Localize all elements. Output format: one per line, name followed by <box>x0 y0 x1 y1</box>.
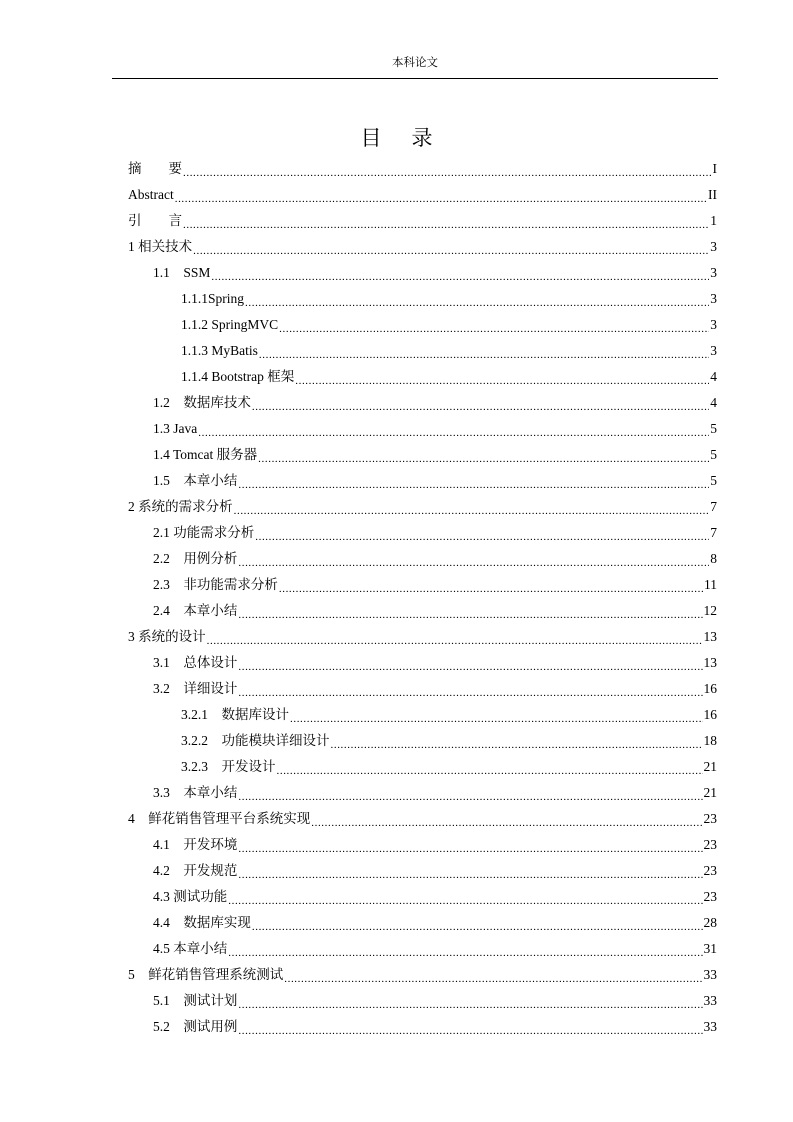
toc-entry-label: 3 系统的设计 <box>128 629 206 644</box>
toc-entry[interactable] <box>128 520 717 546</box>
toc-entry[interactable] <box>128 208 717 234</box>
toc-entry[interactable] <box>128 936 717 962</box>
toc-entry-label: 5 鲜花销售管理系统测试 <box>128 967 284 982</box>
dot-leader <box>238 475 709 494</box>
toc-entry[interactable] <box>128 728 717 754</box>
toc-entry-label: 1.5 本章小结 <box>153 473 238 488</box>
dot-leader <box>238 1021 702 1040</box>
dot-leader <box>311 813 702 832</box>
toc-entry-label: 2.3 非功能需求分析 <box>153 577 278 592</box>
toc-entry-label: 3.2 详细设计 <box>153 681 238 696</box>
dot-leader <box>238 839 702 858</box>
toc-entry-label: 4.3 测试功能 <box>153 889 228 904</box>
toc-entry[interactable] <box>128 338 717 364</box>
toc-entry[interactable] <box>128 780 717 806</box>
dot-leader <box>238 995 702 1014</box>
toc-entry[interactable] <box>128 832 717 858</box>
toc-entry-label: 4.5 本章小结 <box>153 941 228 956</box>
table-of-contents <box>128 156 717 1040</box>
dot-leader <box>207 631 703 650</box>
toc-entry[interactable] <box>128 988 717 1014</box>
toc-entry-page-number: 23 <box>703 863 717 878</box>
toc-entry-label: 3.3 本章小结 <box>153 785 238 800</box>
header-text: 本科论文 <box>392 57 438 69</box>
toc-entry-label: 2 系统的需求分析 <box>128 499 233 514</box>
toc-entry[interactable] <box>128 884 717 910</box>
toc-entry[interactable] <box>128 806 717 832</box>
toc-entry[interactable] <box>128 234 717 260</box>
toc-entry-page-number: 3 <box>710 317 717 332</box>
toc-entry[interactable] <box>128 312 717 338</box>
toc-entry[interactable] <box>128 624 717 650</box>
dot-leader <box>238 605 702 624</box>
toc-entry-page-number: 23 <box>703 889 717 904</box>
toc-entry-page-number: 16 <box>703 681 717 696</box>
toc-entry[interactable] <box>128 286 717 312</box>
toc-entry-page-number: 4 <box>710 395 717 410</box>
toc-entry[interactable] <box>128 468 717 494</box>
dot-leader <box>228 943 702 962</box>
toc-entry-page-number: 21 <box>703 759 717 774</box>
toc-entry-page-number: 21 <box>703 785 717 800</box>
toc-entry-page-number: 12 <box>703 603 717 618</box>
dot-leader <box>284 969 702 988</box>
dot-leader <box>252 397 709 416</box>
toc-entry-label: 1.1.1Spring <box>181 291 245 306</box>
dot-leader <box>238 865 702 884</box>
toc-entry-page-number: 28 <box>703 915 717 930</box>
dot-leader <box>183 215 709 234</box>
toc-entry-label: 3.2.2 功能模块详细设计 <box>181 733 330 748</box>
toc-entry-page-number: II <box>708 187 717 202</box>
dot-leader <box>331 735 703 754</box>
dot-leader <box>290 709 703 728</box>
dot-leader <box>238 787 702 806</box>
dot-leader <box>238 553 709 572</box>
dot-leader <box>175 189 707 208</box>
toc-entry-label: 1.1 SSM <box>153 265 211 280</box>
toc-entry[interactable] <box>128 754 717 780</box>
dot-leader <box>211 267 709 286</box>
toc-entry-page-number: 16 <box>703 707 717 722</box>
dot-leader <box>245 293 709 312</box>
toc-entry-page-number: 23 <box>703 811 717 826</box>
toc-entry[interactable] <box>128 962 717 988</box>
toc-entry-label: 3.1 总体设计 <box>153 655 238 670</box>
toc-entry[interactable] <box>128 598 717 624</box>
toc-entry[interactable] <box>128 182 717 208</box>
toc-entry-page-number: 7 <box>710 499 717 514</box>
dot-leader <box>183 163 712 182</box>
toc-entry[interactable] <box>128 858 717 884</box>
dot-leader <box>238 657 702 676</box>
toc-entry-page-number: 1 <box>710 213 717 228</box>
dot-leader <box>193 241 709 260</box>
toc-entry[interactable] <box>128 1014 717 1040</box>
toc-entry-label: 1.4 Tomcat 服务器 <box>153 447 258 462</box>
toc-entry-label: 2.4 本章小结 <box>153 603 238 618</box>
toc-entry-page-number: 33 <box>703 967 717 982</box>
toc-entry[interactable] <box>128 702 717 728</box>
toc-entry-label: 5.2 测试用例 <box>153 1019 238 1034</box>
toc-entry[interactable] <box>128 650 717 676</box>
toc-entry-page-number: 3 <box>710 291 717 306</box>
toc-entry-label: 1.1.3 MyBatis <box>181 343 258 358</box>
toc-entry-label: 引 言 <box>128 213 182 228</box>
toc-entry-page-number: 18 <box>703 733 717 748</box>
toc-entry-page-number: 31 <box>703 941 717 956</box>
dot-leader <box>279 579 703 598</box>
toc-entry-label: 4 鲜花销售管理平台系统实现 <box>128 811 311 826</box>
toc-entry-page-number: 3 <box>710 265 717 280</box>
dot-leader <box>238 683 702 702</box>
toc-entry-label: 1.1.4 Bootstrap 框架 <box>181 369 295 384</box>
toc-entry-page-number: I <box>712 161 717 176</box>
toc-title: 目录 <box>360 126 463 150</box>
toc-entry-page-number: 11 <box>704 577 717 592</box>
toc-entry-page-number: 3 <box>710 343 717 358</box>
toc-entry-label: 2.2 用例分析 <box>153 551 238 566</box>
toc-entry-label: 1.2 数据库技术 <box>153 395 251 410</box>
toc-entry-page-number: 5 <box>710 447 717 462</box>
toc-entry[interactable] <box>128 156 717 182</box>
toc-entry-page-number: 13 <box>703 629 717 644</box>
toc-entry-page-number: 23 <box>703 837 717 852</box>
dot-leader <box>259 345 709 364</box>
toc-entry-page-number: 4 <box>710 369 717 384</box>
toc-entry-label: 3.2.1 数据库设计 <box>181 707 289 722</box>
dot-leader <box>198 423 709 442</box>
dot-leader <box>252 917 703 936</box>
dot-leader <box>234 501 710 520</box>
toc-entry-page-number: 3 <box>710 239 717 254</box>
toc-entry[interactable] <box>128 260 717 286</box>
toc-entry[interactable] <box>128 416 717 442</box>
page-header <box>112 56 718 79</box>
toc-entry-page-number: 5 <box>710 421 717 436</box>
toc-entry[interactable] <box>128 546 717 572</box>
toc-entry-label: 4.1 开发环境 <box>153 837 238 852</box>
toc-entry-page-number: 8 <box>710 551 717 566</box>
toc-entry[interactable] <box>128 910 717 936</box>
dot-leader <box>295 371 709 390</box>
dot-leader <box>258 449 709 468</box>
toc-entry-label: 5.1 测试计划 <box>153 993 238 1008</box>
toc-entry-label: 2.1 功能需求分析 <box>153 525 255 540</box>
toc-entry-label: 摘 要 <box>128 161 182 176</box>
toc-entry[interactable] <box>128 390 717 416</box>
toc-entry-label: 1 相关技术 <box>128 239 193 254</box>
dot-leader <box>228 891 702 910</box>
toc-entry-label: 1.1.2 SpringMVC <box>181 317 279 332</box>
toc-entry-label: 3.2.3 开发设计 <box>181 759 276 774</box>
toc-entry-label: Abstract <box>128 187 174 202</box>
toc-entry-label: 4.2 开发规范 <box>153 863 238 878</box>
toc-entry-label: 1.3 Java <box>153 421 198 436</box>
toc-entry[interactable] <box>128 494 717 520</box>
toc-entry-page-number: 7 <box>710 525 717 540</box>
dot-leader <box>279 319 709 338</box>
toc-entry-page-number: 33 <box>703 993 717 1008</box>
toc-entry-label: 4.4 数据库实现 <box>153 915 251 930</box>
dot-leader <box>277 761 703 780</box>
toc-entry[interactable] <box>128 442 717 468</box>
toc-entry-page-number: 33 <box>703 1019 717 1034</box>
toc-entry[interactable] <box>128 364 717 390</box>
toc-entry-page-number: 13 <box>703 655 717 670</box>
toc-entry-page-number: 5 <box>710 473 717 488</box>
dot-leader <box>255 527 709 546</box>
toc-entry[interactable] <box>128 676 717 702</box>
toc-entry[interactable] <box>128 572 717 598</box>
